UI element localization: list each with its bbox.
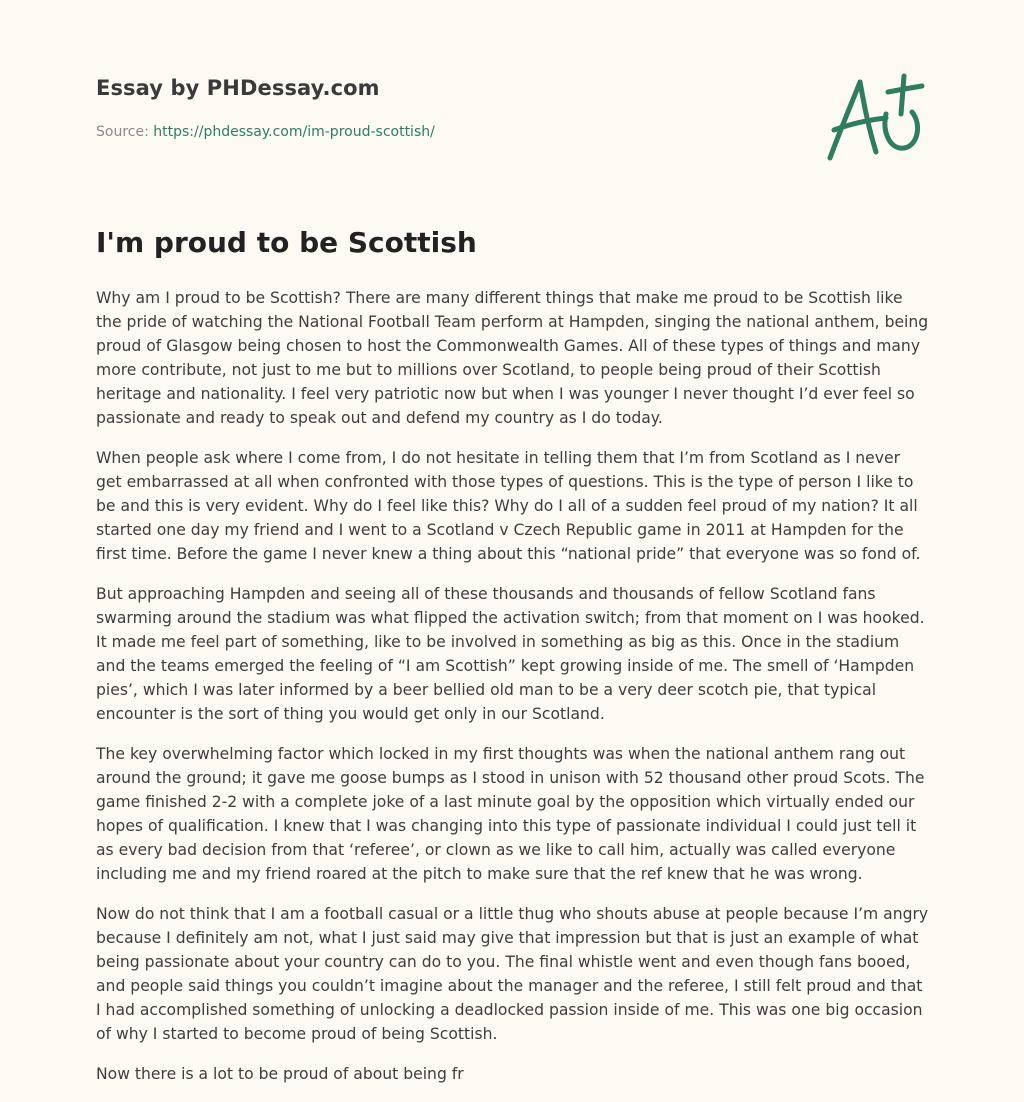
source-label: Source: <box>96 124 149 140</box>
essay-paragraph: Why am I proud to be Scottish? There are many different things that make me proud to be Scottish like the pride of watching the National Football Team perform at Hampden, singing the national anthem, being proud of Glasgow being chosen to host the Commonwealth Games. All of these types of things and many more contribute, not just to me but to millions over Scotland, to people being proud of their Scottish heritage and nationality. I feel very patriotic now but when I was younger I never thought I’d ever feel so passionate and ready to speak out and defend my country as I do today. <box>96 289 929 427</box>
a-plus-logo-icon <box>824 68 928 166</box>
source-link[interactable]: https://phdessay.com/im-proud-scottish/ <box>153 124 435 140</box>
essay-paragraph: Now do not think that I am a football casual or a little thug who shouts abuse at people because I’m angry because I definitely am not, what I just said may give that impression but that is just an example of what being passionate about your country can do to you. The final whistle went and even though fans booed, and people said things you couldn’t imagine about the manager and the referee, I still felt proud and that I had accomplished something of unlocking a deadlocked passion inside of me. This was one big occasion of why I started to become proud of being Scottish. <box>96 905 929 1043</box>
essay-paragraph: But approaching Hampden and seeing all of these thousands and thousands of fellow Scotland fans swarming around the stadium was what flipped the activation switch; from that moment on I was hooked. It made me feel part of something, like to be involved in something as big as this. Once in the stadium and the teams emerged the feeling of “I am Scottish” kept growing inside of me. The smell of ‘Hampden pies’, which I was later informed by a beer bellied old man to be a very deer scotch pie, that typical encounter is the sort of thing you would get only in our Scotland. <box>96 585 925 723</box>
essay-title: I'm proud to be Scottish <box>96 226 477 259</box>
essay-paragraph: The key overwhelming factor which locked in my first thoughts was when the national anthem rang out around the ground; it gave me goose bumps as I stood in unison with 52 thousand other proud Scots. The game finished 2-2 with a complete joke of a last minute goal by the opposition which virtually ended our hopes of qualification. I knew that I was changing into this type of passionate individual I could just tell it as every bad decision from that ‘referee’, or clown as we like to call him, actually was called everyone including me and my friend roared at the pitch to make sure that the ref knew that he was wrong. <box>96 745 925 883</box>
source-line <box>96 124 435 140</box>
essay-paragraph: When people ask where I come from, I do not hesitate in telling them that I’m from Scotland as I never get embarrassed at all when confronted with those types of questions. This is the type of person I like to be and this is very evident. Why do I feel like this? Why do I all of a sudden feel proud of my nation? It all started one day my friend and I went to a Scotland v Czech Republic game in 2011 at Hampden for the first time. Before the game I never knew a thing about this “national pride” that everyone was so fond of. <box>96 449 921 563</box>
essay-body <box>96 286 930 1102</box>
essay-paragraph: Now there is a lot to be proud of about being fr <box>96 1065 464 1083</box>
site-brand-title: Essay by PHDessay.com <box>96 76 380 100</box>
